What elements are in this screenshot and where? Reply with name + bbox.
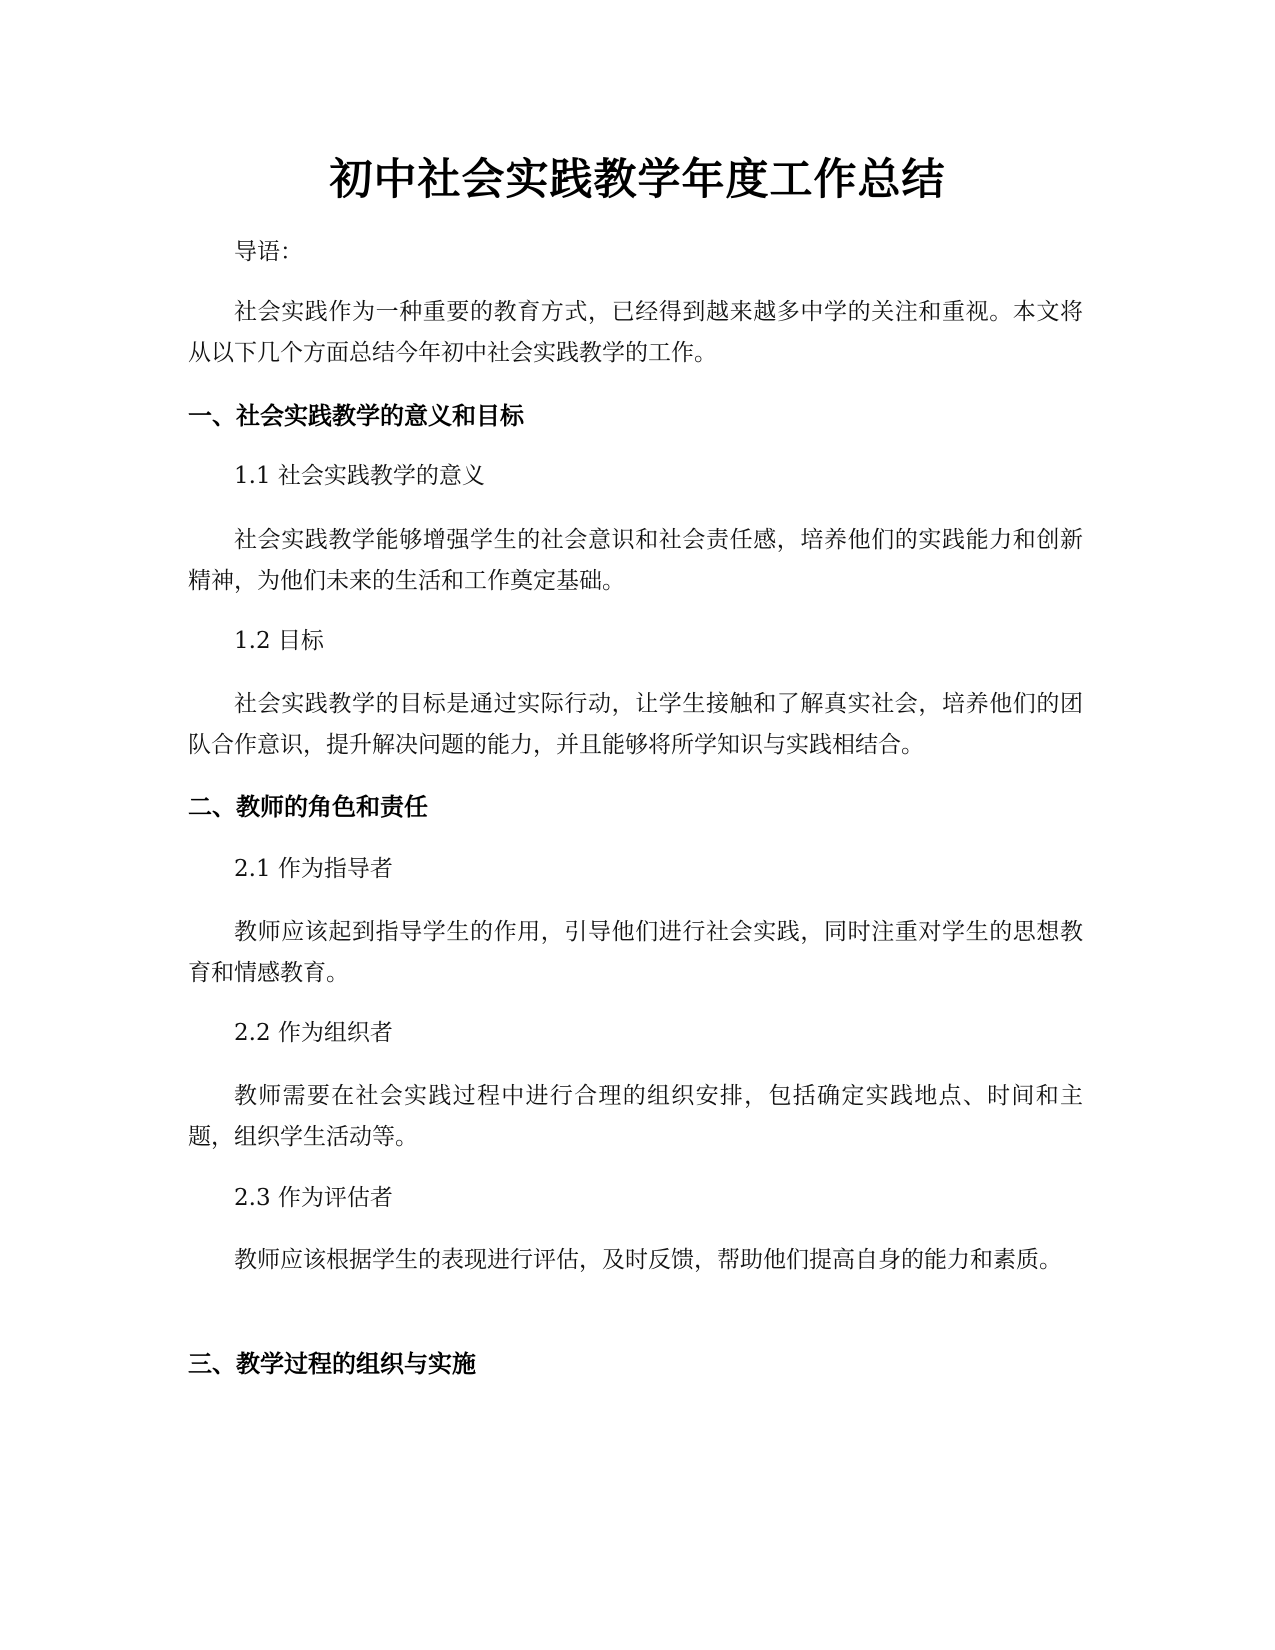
section-heading-3: 三、教学过程的组织与实施 — [188, 1350, 476, 1378]
paragraph-1-2: 社会实践教学的目标是通过实际行动，让学生接触和了解真实社会，培养他们的团队合作意识，提升解决问题的能力，并且能够将所学知识与实践相结合。 — [188, 691, 1083, 758]
subheading-2-1: 2.1 作为指导者 — [234, 856, 393, 882]
intro-paragraph: 社会实践作为一种重要的教育方式，已经得到越来越多中学的关注和重视。本文将从以下几个方面总结今年初中社会实践教学的工作。 — [188, 299, 1083, 366]
subheading-1-1: 1.1 社会实践教学的意义 — [234, 463, 485, 489]
paragraph-2-3: 教师应该根据学生的表现进行评估，及时反馈，帮助他们提高自身的能力和素质。 — [234, 1247, 1062, 1273]
subheading-1-2: 1.2 目标 — [234, 628, 324, 654]
paragraph-2-2: 教师需要在社会实践过程中进行合理的组织安排，包括确定实践地点、时间和主题，组织学生活动等。 — [188, 1083, 1083, 1150]
paragraph-1-1: 社会实践教学能够增强学生的社会意识和社会责任感，培养他们的实践能力和创新精神，为他们未来的生活和工作奠定基础。 — [188, 527, 1083, 594]
section-heading-1: 一、社会实践教学的意义和目标 — [188, 402, 524, 430]
document-title: 初中社会实践教学年度工作总结 — [329, 155, 946, 205]
subheading-2-3: 2.3 作为评估者 — [234, 1185, 393, 1211]
subheading-2-2: 2.2 作为组织者 — [234, 1020, 393, 1046]
intro-label: 导语： — [234, 239, 303, 265]
paragraph-2-1: 教师应该起到指导学生的作用，引导他们进行社会实践，同时注重对学生的思想教育和情感教育。 — [188, 919, 1083, 986]
section-heading-2: 二、教师的角色和责任 — [188, 793, 428, 821]
